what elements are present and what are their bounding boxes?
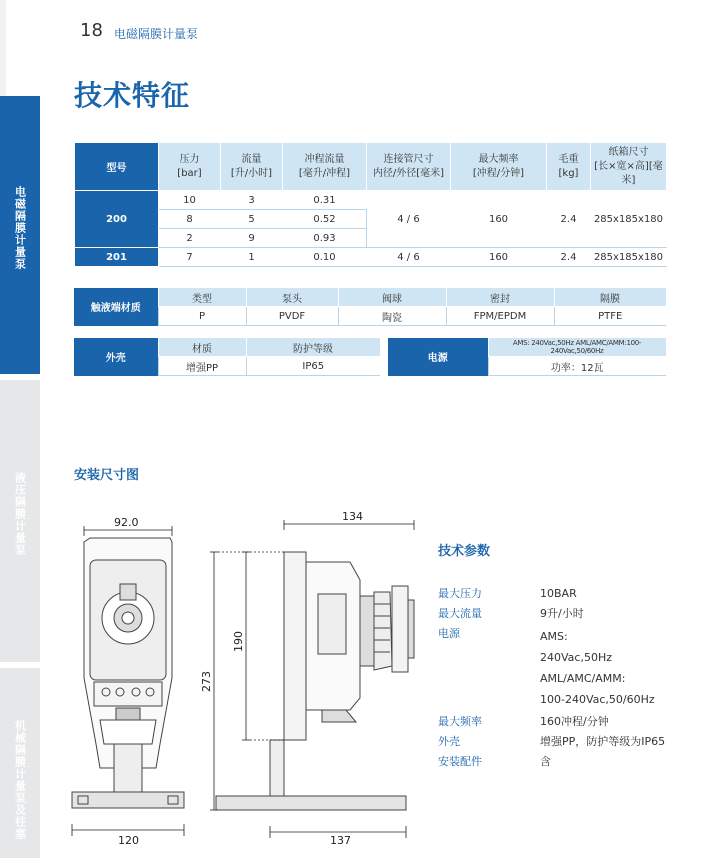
table-cell: 285x185x180 [591,191,667,248]
drawing-section-title: 安装尺寸图 [74,468,140,483]
material-value: PTFE [554,307,666,326]
header-weight: 毛重 [kg] [547,143,591,191]
material-header: 阀球 [338,288,446,307]
housing-header: 材质 [158,338,246,357]
params-title: 技术参数 [438,544,491,559]
sidebar [0,0,40,858]
housing-header: 防护等级 [246,338,380,357]
dim-width-bottom: 120 [118,834,139,847]
table-cell: 7 [159,248,221,267]
header-stroke: 冲程流量 [毫升/冲程] [283,143,367,191]
material-value: P [158,307,246,326]
sidebar-item-label: 液压隔膜计量泵 [13,472,27,556]
table-cell: 0.10 [283,248,367,267]
param-value: 增强PP，防护等级为IP65 [540,735,666,748]
table-cell: 2.4 [547,248,591,267]
param-value: 160冲程/分钟 [540,715,609,728]
model-200: 200 [75,191,159,248]
header-pipe: 连接管尺寸 内径/外径[毫米] [367,143,451,191]
header-pressure: 压力 [bar] [159,143,221,191]
sidebar-strip [0,0,6,96]
header-title: 电磁隔膜计量泵 [114,27,199,41]
table-cell: 4 / 6 [367,248,451,267]
param-row [438,606,665,622]
params-list [438,586,665,774]
table-cell: 1 [221,248,283,267]
table-cell: 3 [221,191,283,210]
housing-power-table [74,337,667,376]
model-201: 201 [75,248,159,267]
material-value: 陶瓷 [338,307,446,326]
front-view [72,538,184,808]
param-row [438,714,665,730]
table-cell: 0.93 [283,229,367,248]
material-header: 密封 [446,288,554,307]
dim-depth-bottom: 137 [330,834,351,847]
material-table [74,287,667,326]
material-label: 触液端材质 [74,288,158,326]
param-value: AMS: 240Vac,50Hz AML/AMC/AMM: 100-240Vac,50/60Hz [540,630,655,706]
param-row [438,586,665,602]
material-header: 隔膜 [554,288,666,307]
power-spec: AMS: 240Vac,50Hz AML/AMC/AMM:100-240Vac,50/60Hz [488,338,666,357]
param-value: 含 [540,755,551,768]
material-value: PVDF [246,307,338,326]
param-key: 外壳 [438,735,460,748]
param-key: 最大流量 [438,607,482,620]
param-value: 9升/小时 [540,607,584,620]
table-cell: 0.52 [283,210,367,229]
table-cell: 2 [159,229,221,248]
param-key: 最大频率 [438,715,482,728]
sidebar-item-label: 电磁隔膜计量泵 [13,186,27,270]
param-row [438,626,665,710]
housing-value: IP65 [246,357,380,376]
table-cell: 160 [451,248,547,267]
housing-label: 外壳 [74,338,158,376]
table-cell: 160 [451,191,547,248]
table-cell: 8 [159,210,221,229]
dim-width-top: 92.0 [114,516,139,529]
spec-table [74,142,667,267]
param-row [438,754,665,770]
param-value: 10BAR [540,587,577,600]
header-box: 纸箱尺寸 [长×宽×高][毫米] [591,143,667,191]
table-cell: 5 [221,210,283,229]
header-model: 型号 [75,143,159,191]
page-title: 技术特征 [74,79,191,112]
table-cell: 2.4 [547,191,591,248]
table-cell: 4 / 6 [367,191,451,248]
dim-depth-top: 134 [342,510,363,523]
header-freq: 最大频率 [冲程/分钟] [451,143,547,191]
param-key: 最大压力 [438,587,482,600]
sidebar-item-hydraulic[interactable] [0,380,40,662]
material-header: 泵头 [246,288,338,307]
power-label: 电源 [388,338,488,376]
dimension-drawing [60,500,440,850]
param-key: 安装配件 [438,755,482,768]
page-number: 18 [80,20,103,41]
table-cell: 0.31 [283,191,367,210]
table-cell: 9 [221,229,283,248]
housing-value: 增强PP [158,357,246,376]
param-key: 电源 [438,627,460,640]
dim-height-inner: 190 [232,631,245,652]
power-value: 功率：12瓦 [488,357,666,376]
table-cell: 10 [159,191,221,210]
param-row [438,734,665,750]
sidebar-item-electromagnetic[interactable] [0,96,40,374]
header-flow: 流量 [升/小时] [221,143,283,191]
material-header: 类型 [158,288,246,307]
dim-height: 273 [200,671,213,692]
table-cell: 285x185x180 [591,248,667,267]
material-value: FPM/EPDM [446,307,554,326]
sidebar-item-mechanical[interactable] [0,668,40,858]
sidebar-item-label: 机械隔膜计量泵及柱塞 [13,720,27,840]
